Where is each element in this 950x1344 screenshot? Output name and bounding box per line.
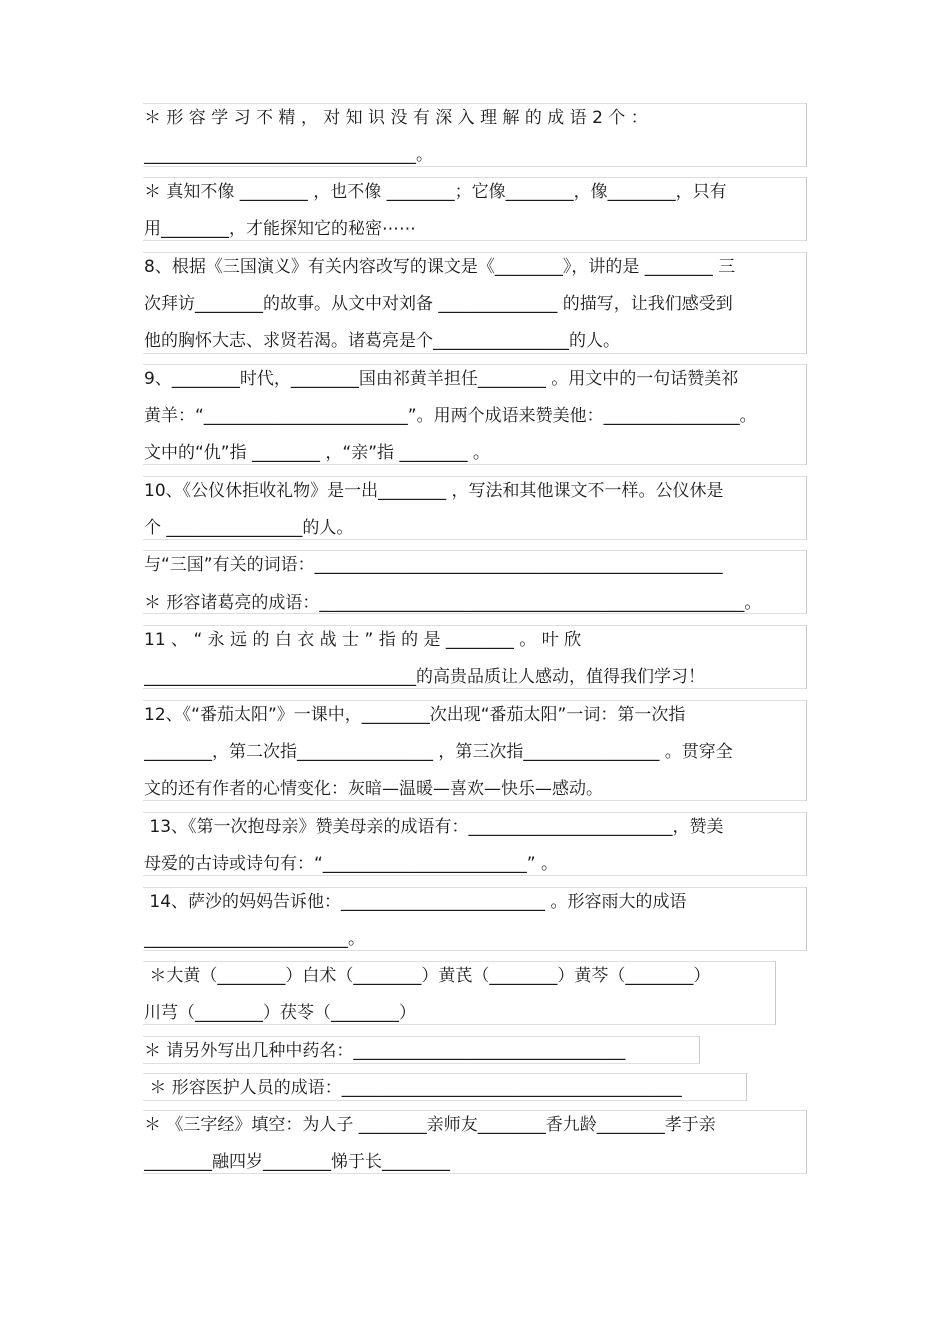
q10-line-1: 10、《公仪休拒收礼物》是一出________ ，写法和其他课文不一样。公仪休是 bbox=[144, 481, 724, 501]
q9-line-1: 9、________时代，________国由祁黄羊担任________ 。用文中的一句话赞美祁 bbox=[144, 369, 739, 389]
q12-line-1: 12、《“番茄太阳”》一课中，________次出现“番茄太阳”一词：第一次指 bbox=[144, 705, 686, 725]
q11-line-2: ________________________________的高贵品质让人感动，值得我们学习！ bbox=[144, 667, 705, 687]
three-character-classic-line-1: ＊ 《三字经》填空：为人子 ________亲师友________香九龄________孝于亲 bbox=[144, 1115, 716, 1135]
q9-line-3: 文中的“仇”指 ________ ，“亲”指 ________ 。 bbox=[144, 443, 490, 463]
q11-line-1: 11 、 “ 永 远 的 白 衣 战 士 ” 指 的 是 ________ 。 叶 欣 bbox=[144, 630, 582, 650]
three-character-classic-line-2: ________融四岁________悌于长________ bbox=[144, 1152, 450, 1172]
q12-line-2: ________，第二次指________________ ，第三次指________________ 。贯穿全 bbox=[144, 742, 733, 762]
idiom-study-line-1: ＊ 形 容 学 习 不 精 ， 对 知 识 没 有 深 入 理 解 的 成 语 2 个 ： bbox=[144, 108, 648, 128]
zhuge-liang-idioms-line: ＊ 形容诸葛亮的成语：__________________________________________________。 bbox=[144, 593, 762, 613]
herbs-line-1: ＊大黄（________）白术（________）黄芪（________）黄芩（________） bbox=[144, 966, 711, 986]
q10-line-2: 个 ________________的人。 bbox=[144, 518, 354, 538]
q13-line-2: 母爱的古诗或诗句有：“________________________” 。 bbox=[144, 854, 559, 874]
true-knowledge-line-2: 用________，才能探知它的秘密⋯⋯ bbox=[144, 219, 416, 239]
medical-idioms-line: ＊ 形容医护人员的成语：________________________________________ bbox=[144, 1078, 682, 1098]
q8-line-2: 次拜访________的故事。从文中对刘备 ______________ 的描写，让我们感受到 bbox=[144, 294, 733, 314]
q12-line-3: 文的还有作者的心情变化：灰暗—温暖—喜欢—快乐—感动。 bbox=[144, 779, 603, 799]
q8-line-1: 8、根据《三国演义》有关内容改写的课文是《________》，讲的是 ________ 三 bbox=[144, 257, 736, 277]
true-knowledge-line-1: ＊ 真知不像 ________ ，也不像 ________；它像________，像________，只有 bbox=[144, 182, 727, 202]
idiom-study-line-2: ________________________________。 bbox=[144, 145, 433, 165]
q13-line-1: 13、《第一次抱母亲》赞美母亲的成语有：________________________，赞美 bbox=[144, 817, 724, 837]
q9-line-2: 黄羊：“________________________”。用两个成语来赞美他：________________。 bbox=[144, 406, 757, 426]
q8-line-3: 他的胸怀大志、求贤若渴。诸葛亮是个________________的人。 bbox=[144, 331, 620, 351]
q14-line-2: ________________________。 bbox=[144, 929, 365, 949]
herbs-line-2: 川芎（________）茯苓（________） bbox=[144, 1003, 416, 1023]
q14-line-1: 14、萨沙的妈妈告诉他：________________________ 。形容雨大的成语 bbox=[144, 892, 687, 912]
three-kingdoms-words-line: 与“三国”有关的词语：________________________________________________ bbox=[144, 555, 723, 575]
more-herbs-line: ＊ 请另外写出几种中药名：________________________________ bbox=[144, 1041, 626, 1061]
